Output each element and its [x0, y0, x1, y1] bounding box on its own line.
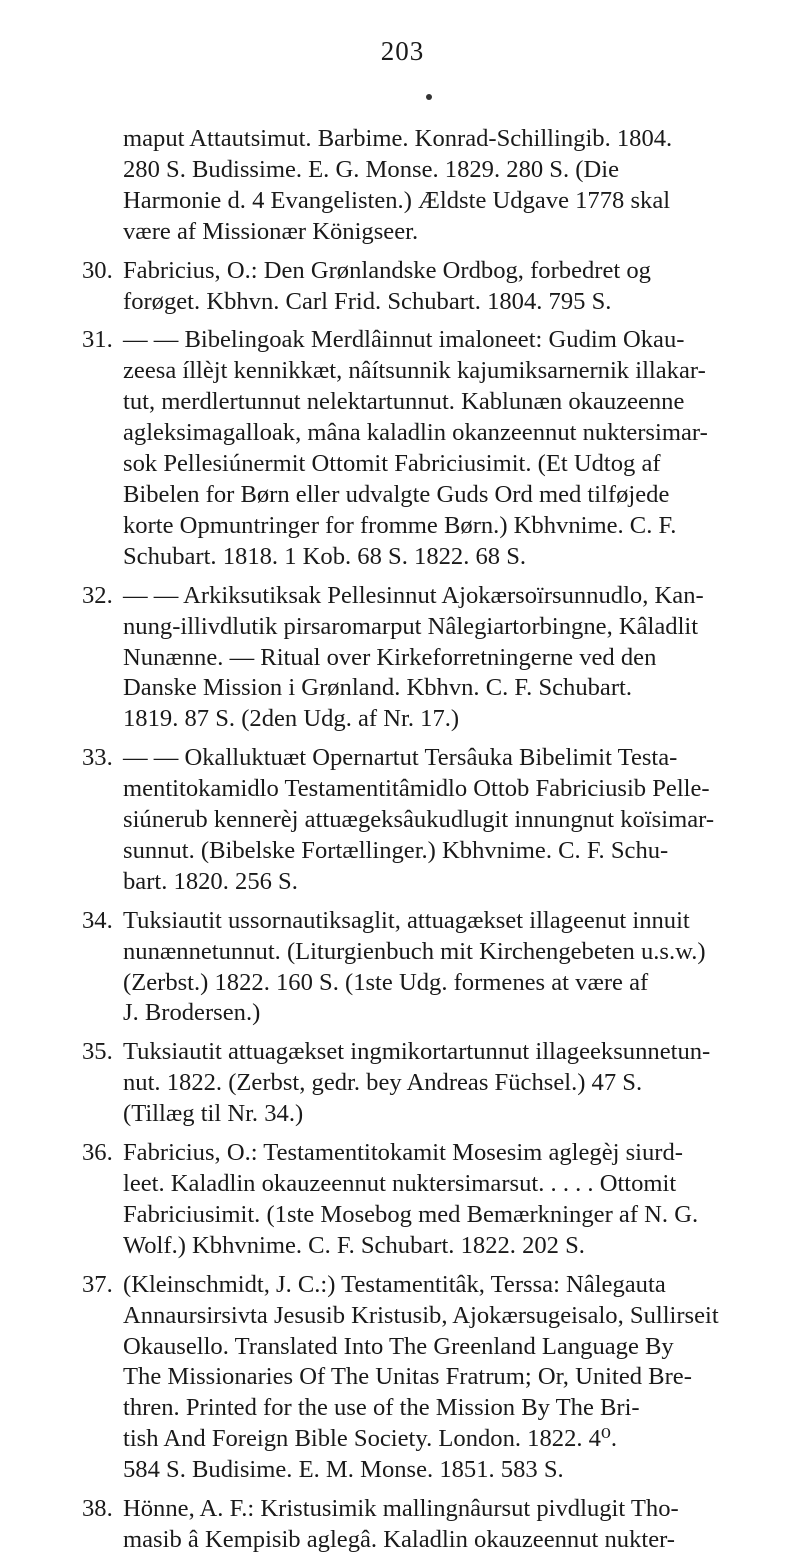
entry-text-line: Tuksiautit attuagækset ingmikortartunnut illageeksunnetun-	[123, 1038, 711, 1066]
entry-gap	[82, 573, 772, 581]
entry-text-line: Harmonie d. 4 Evangelisten.) Ældste Udgave 1778 skal	[123, 186, 671, 214]
entry-text-line: zeesa íllèjt kennikkæt, nâítsunnik kajumiksarnernik illakar-	[123, 357, 706, 385]
entry-text-line: Fabricius, O.: Testamentitokamit Mosesim aglegèj siurd-	[123, 1139, 683, 1167]
entry-text-line: Bibelen for Børn eller udvalgte Guds Ord med tilføjede	[123, 480, 670, 508]
entry-text-line: forøget. Kbhvn. Carl Frid. Schubart. 1804. 795 S.	[123, 287, 612, 315]
entry-text-line: siúnerub kennerèj attuægeksâukudlugit innungnut koïsimar-	[123, 806, 715, 834]
entry-number: 35.	[82, 1038, 113, 1066]
entry-text-line: leet. Kaladlin okauzeennut nuktersimarsut. . . . . Ottomit	[123, 1170, 677, 1197]
entry-gap	[82, 1029, 772, 1037]
entry-number: 30.	[82, 256, 113, 284]
entry-text-line: 584 S. Budisime. E. M. Monse. 1851. 583 S.	[123, 1456, 564, 1484]
bibliography-entry	[82, 1037, 772, 1130]
entry-gap	[82, 1486, 772, 1494]
bibliography-entry	[82, 124, 772, 248]
entry-text-line: thren. Printed for the use of the Mission By The Bri-	[123, 1394, 640, 1422]
entry-number: 33.	[82, 744, 113, 772]
entry-text-line: Nunænne. — Ritual over Kirkeforretningerne ved den	[123, 643, 657, 671]
entry-gap	[82, 898, 772, 906]
entry-text-line: sok Pellesiúnermit Ottomit Fabriciusimit. (Et Udtog af	[123, 450, 661, 478]
entry-text-line: J. Brodersen.)	[123, 999, 261, 1027]
entry-text-line: Annaursirsivta Jesusib Kristusib, Ajokærsugeisalo, Sullirseit	[123, 1301, 719, 1329]
entry-text-line: — — Okalluktuæt Opernartut Tersâuka Bibelimit Testa-	[123, 744, 678, 772]
bibliography-entry	[82, 581, 772, 736]
entry-text-line: — — Arkiksutiksak Pellesinnut Ajokærsoïrsunnudlo, Kan-	[123, 581, 704, 609]
entry-text-line: (Tillæg til Nr. 34.)	[123, 1100, 304, 1128]
entry-text-line: sunnut. (Bibelske Fortællinger.) Kbhvnime. C. F. Schu-	[123, 836, 669, 864]
entry-text-line: Fabricius, O.: Den Grønlandske Ordbog, forbedret og	[123, 256, 651, 284]
entry-gap	[82, 1262, 772, 1270]
entry-text-line: 280 S. Budissime. E. G. Monse. 1829. 280 S. (Die	[123, 155, 619, 183]
entry-text-line: tish And Foreign Bible Society. London. 1822. 4⁰.	[123, 1425, 617, 1453]
entry-text-line: nut. 1822. (Zerbst, gedr. bey Andreas Füchsel.) 47 S.	[123, 1069, 643, 1097]
entry-text-line: være af Missionær Königseer.	[123, 217, 419, 245]
print-speck	[426, 94, 432, 100]
entry-text-line: masib â Kempisib aglegâ. Kaladlin okauzeennut nukter-	[123, 1525, 676, 1553]
entry-text-line: Fabriciusimit. (1ste Mosebog med Bemærkninger af N. G.	[123, 1200, 699, 1228]
bibliography-entry	[82, 743, 772, 898]
entry-number: 34.	[82, 906, 113, 934]
entry-text-line: 1819. 87 S. (2den Udg. af Nr. 17.)	[123, 705, 460, 733]
entry-text-line: Schubart. 1818. 1 Kob. 68 S. 1822. 68 S.	[123, 542, 527, 570]
entry-gap	[82, 248, 772, 256]
entry-text-line: Hönne, A. F.: Kristusimik mallingnâursut pivdlugit Tho-	[123, 1495, 679, 1523]
entry-text-line: (Kleinschmidt, J. C.:) Testamentitâk, Terssa: Nâlegauta	[123, 1270, 666, 1298]
entry-text-line: — — Bibelingoak Merdlâinnut imaloneet: Gudim Okau-	[123, 326, 685, 354]
entry-text-line: Danske Mission i Grønland. Kbhvn. C. F. Schubart.	[123, 674, 633, 702]
entry-text-line: Wolf.) Kbhvnime. C. F. Schubart. 1822. 202 S.	[123, 1231, 585, 1259]
entry-text-line: (Zerbst.) 1822. 160 S. (1ste Udg. formenes at være af	[123, 968, 649, 996]
entry-text-line: maput Attautsimut. Barbime. Konrad-Schillingib. 1804.	[123, 125, 673, 152]
entry-text-line: agleksimagalloak, mâna kaladlin okanzeennut nuktersimar-	[123, 419, 708, 447]
entry-gap	[82, 1130, 772, 1138]
entry-number: 36.	[82, 1139, 113, 1167]
entry-text-line: nunænnetunnut. (Liturgienbuch mit Kirchengebeten u.s.w.)	[123, 937, 706, 965]
bibliography-entry	[82, 1494, 772, 1556]
bibliography-entry	[82, 1138, 772, 1262]
entry-text-line: korte Opmuntringer for fromme Børn.) Kbhvnime. C. F.	[123, 511, 677, 539]
bibliography-entry	[82, 256, 772, 318]
entry-gap	[82, 317, 772, 325]
entry-number: 38.	[82, 1495, 113, 1523]
entry-number: 37.	[82, 1270, 113, 1298]
entry-text-line: tut, merdlertunnut nelektartunnut. Kablunæn okauzeenne	[123, 388, 685, 416]
entry-text-line: Okausello. Translated Into The Greenland Language By	[123, 1332, 674, 1360]
page-number: 203	[380, 36, 425, 66]
entry-text-line: Tuksiautit ussornautiksaglit, attuagækset illageenut innuit	[123, 906, 690, 934]
entry-text-line: nung-illivdlutik pirsaromarput Nâlegiartorbingne, Kâladlit	[123, 612, 699, 640]
entry-gap	[82, 735, 772, 743]
entry-text-line: bart. 1820. 256 S.	[123, 867, 298, 895]
entry-number: 31.	[82, 326, 113, 354]
bibliography-entry	[82, 906, 772, 1030]
entry-text-line: The Missionaries Of The Unitas Fratrum; Or, United Bre-	[123, 1363, 692, 1391]
entry-text-line: mentitokamidlo Testamentitâmidlo Ottob Fabriciusib Pelle-	[123, 775, 710, 803]
bibliography-list	[82, 124, 772, 1556]
bibliography-entry	[82, 325, 772, 572]
entry-number: 32.	[82, 581, 113, 609]
